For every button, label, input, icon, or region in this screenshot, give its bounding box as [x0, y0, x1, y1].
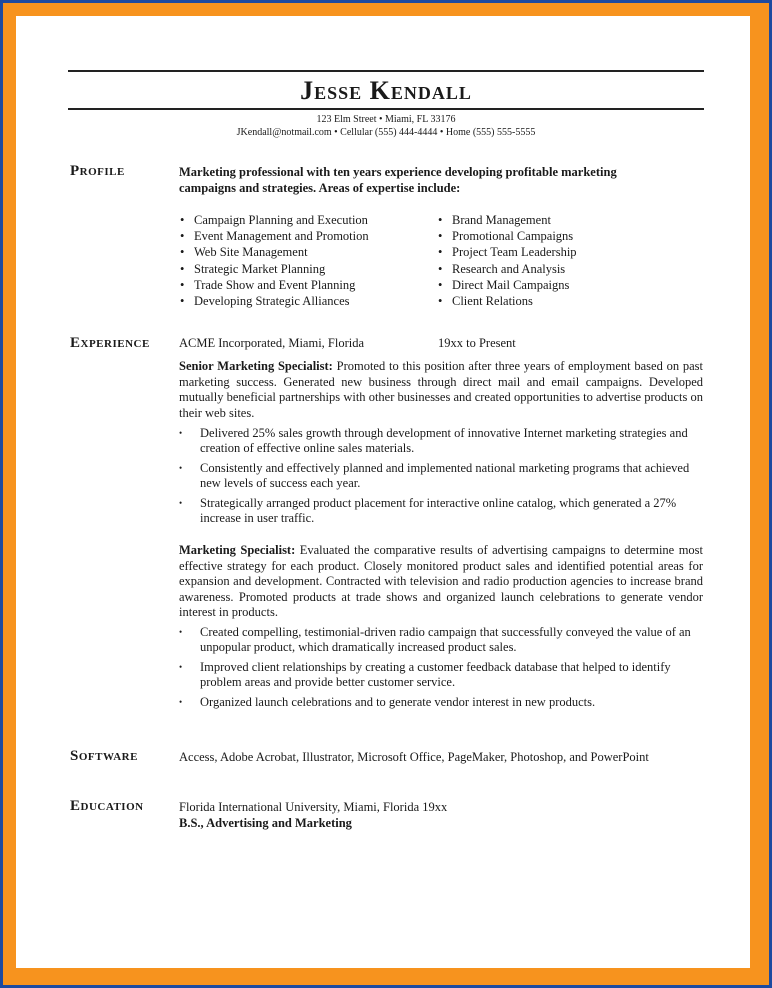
list-item: • Direct Mail Campaigns [438, 277, 658, 293]
list-item: • Developing Strategic Alliances [180, 293, 420, 309]
list-item: • Web Site Management [180, 244, 420, 260]
list-item: • Project Team Leadership [438, 244, 658, 260]
list-item: • Consistently and effectively planned and implemented national marketing programs that achieved new levels of success each year. [179, 461, 703, 491]
role-description: Promoted to this position after three years of employment based on past marketing success. Generated new business through direct mail and email campaigns. Developed mutually beneficial partnerships with other businesses and created opportunities to advertise products on their web sites. [179, 359, 704, 420]
list-item: • Brand Management [438, 212, 658, 228]
list-item: • Improved client relationships by creating a customer feedback database that helped to identify problem areas and provide better customer service. [179, 660, 703, 690]
list-item: • Campaign Planning and Execution [180, 212, 420, 228]
skills-right-list [438, 212, 658, 309]
education-school: Florida International University, Miami, Florida 19xx [179, 800, 448, 814]
software-heading: Software [70, 748, 138, 764]
role-specialist-description-block [179, 543, 703, 621]
list-item: • Organized launch celebrations and to generate vendor interest in new products. [179, 695, 703, 710]
list-item: • Promotional Campaigns [438, 228, 658, 244]
name-rule [68, 108, 704, 110]
skills-left-list [180, 212, 420, 309]
company-name: ACME Incorporated, Miami, Florida [179, 336, 365, 350]
list-item: • Event Management and Promotion [180, 228, 420, 244]
top-rule [68, 70, 704, 72]
senior-achievements-list [179, 426, 703, 531]
list-item: • Delivered 25% sales growth through development of innovative Internet marketing strategies and creation of effective online sales materials. [179, 426, 703, 456]
candidate-name: Jesse Kendall [300, 76, 472, 105]
resume-page [16, 16, 750, 968]
education-degree: B.S., Advertising and Marketing [179, 816, 352, 830]
contact-line: JKendall@notmail.com • Cellular (555) 444-4444 • Home (555) 555-5555 [236, 127, 536, 138]
role-title: Marketing Specialist: [179, 543, 296, 557]
employment-dates: 19xx to Present [438, 336, 516, 350]
role-senior-description-block [179, 359, 703, 421]
list-item: • Strategic Market Planning [180, 261, 420, 277]
list-item: • Trade Show and Event Planning [180, 277, 420, 293]
profile-summary: Marketing professional with ten years experience developing profitable marketing campaigns and strategies. Areas of expertise include: [179, 165, 617, 195]
list-item: • Created compelling, testimonial-driven radio campaign that successfully conveyed the value of an unpopular product, which dramatically increased product sales. [179, 625, 703, 655]
role-title: Senior Marketing Specialist: [179, 359, 333, 373]
list-item: • Strategically arranged product placement for interactive online catalog, which generated a 27% increase in user traffic. [179, 496, 703, 526]
experience-heading: Experience [70, 335, 150, 351]
address-line: 123 Elm Street • Miami, FL 33176 [316, 114, 456, 125]
specialist-achievements-list [179, 625, 703, 715]
list-item: • Client Relations [438, 293, 658, 309]
list-item: • Research and Analysis [438, 261, 658, 277]
software-list: Access, Adobe Acrobat, Illustrator, Microsoft Office, PageMaker, Photoshop, and PowerPoint [179, 750, 649, 764]
role-description: Evaluated the comparative results of advertising campaigns to determine most effective strategy for each product. Closely monitored product sales and identified potential areas for expansion and development. Contracted with television and radio production agencies to increase brand awareness. Promoted products at trade shows and organized launch celebrations to generate vendor interest in products. [179, 543, 704, 619]
profile-heading: Profile [70, 163, 125, 179]
education-heading: Education [70, 798, 144, 814]
